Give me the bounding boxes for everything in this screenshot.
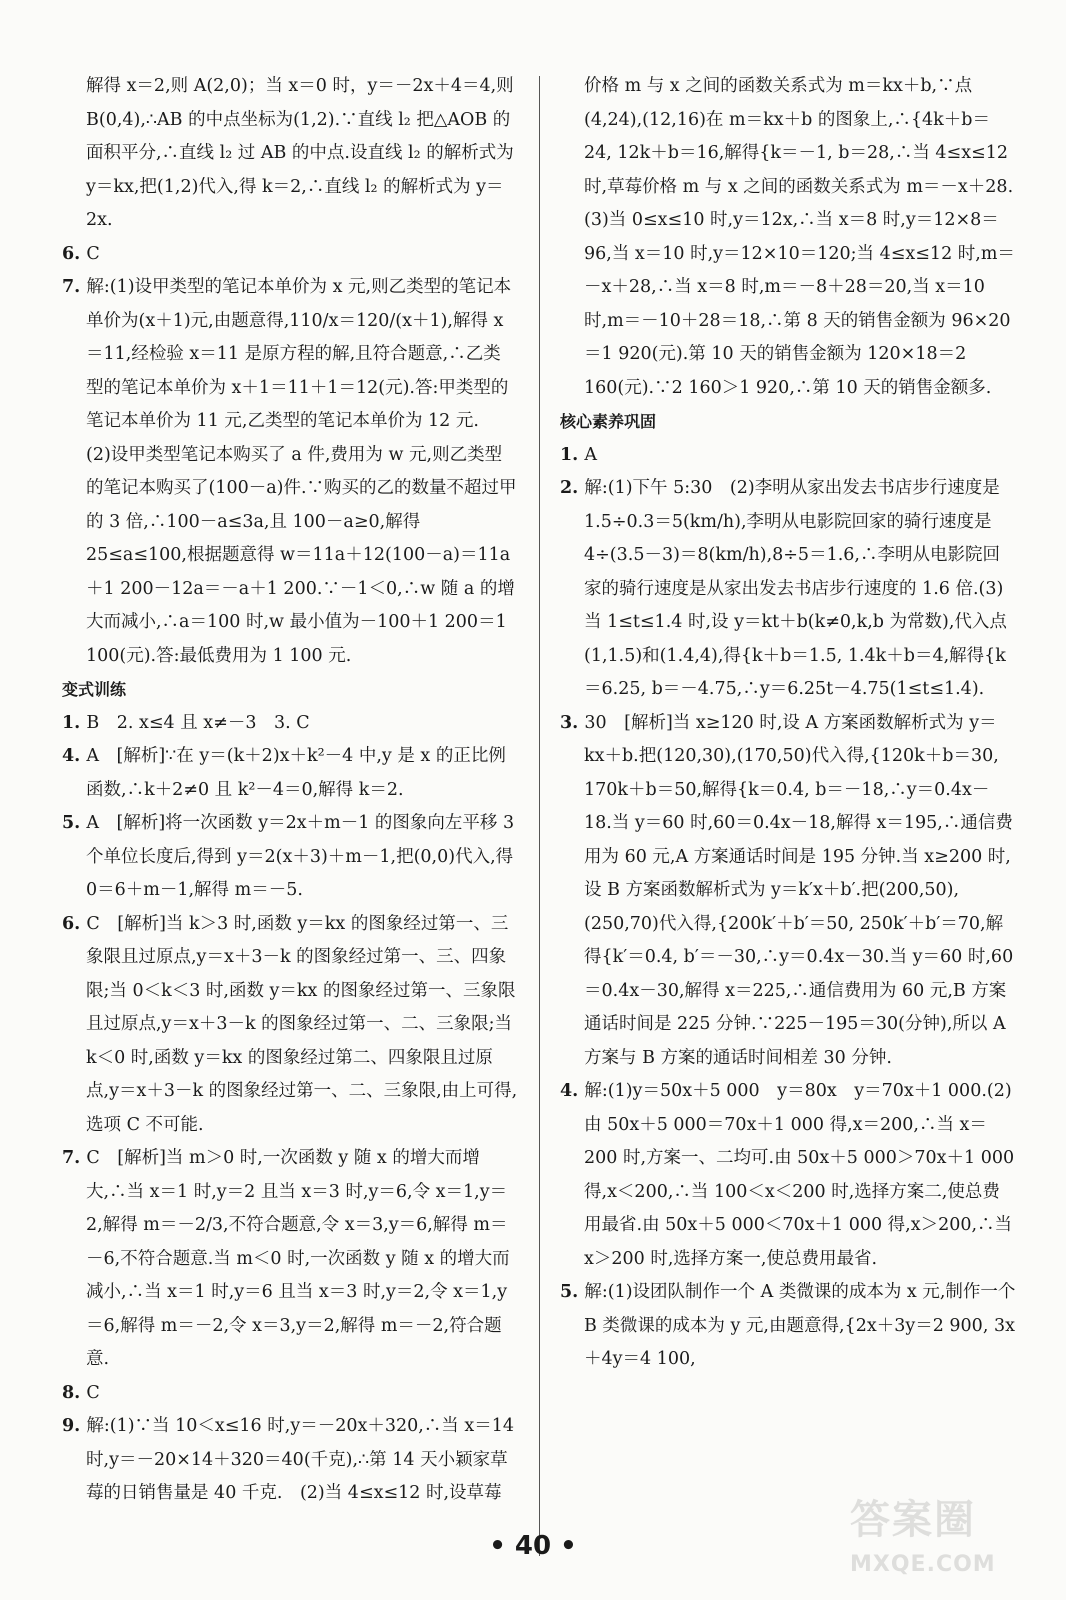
answer-item: [560, 707, 1016, 1076]
answer-text: 解:(1)设团队制作一个 A 类微课的成本为 x 元,制作一个 B 类微课的成本为 y 元,由题意得,{2x＋3y＝2 900, 3x＋4y＝4 100,: [584, 1282, 1016, 1369]
answer-text: C: [86, 1382, 100, 1403]
answer-item: [62, 238, 518, 272]
answer-text: 解:(1)∵当 10＜x≤16 时,y＝－20x＋320,∴当 x＝14 时,y＝－20×14＋320＝40(千克),∴第 14 天小颖家草莓的日销售量是 40 千克. (2)当 4≤x≤12 时,设草莓: [86, 1416, 515, 1503]
answer-continuation: 解得 x＝2,则 A(2,0)；当 x＝0 时，y＝－2x＋4＝4,则 B(0,4),∴AB 的中点坐标为(1,2).∵直线 l₂ 把△AOB 的面积平分,∴直线 l₂ 过 AB 的中点.设直线 l₂ 的解析式为 y＝kx,把(1,2)代入,得 k＝2,∴直线 l₂ 的解析式为 y＝2x.: [86, 76, 514, 230]
answer-number: 5.: [560, 1282, 585, 1302]
answer-number: 7.: [62, 277, 87, 297]
right-column: [560, 70, 1016, 1377]
answer-item: [560, 439, 1016, 473]
answer-number: 1.: [62, 712, 87, 733]
section-heading: 变式训练: [62, 680, 127, 699]
answer-item: [62, 807, 518, 908]
answer-item: [62, 1410, 518, 1511]
answer-item: [62, 908, 518, 1143]
column-divider: [539, 76, 540, 1556]
answer-number: 9.: [62, 1416, 87, 1436]
answer-number: 2.: [560, 478, 585, 498]
answer-text: 30 [解析]当 x≥120 时,设 A 方案函数解析式为 y＝kx＋b.把(120,30),(170,50)代入得,{120k＋b＝30, 170k＋b＝50,解得{k＝0.4, b＝－18,∴y＝0.4x－18.当 y＝60 时,60＝0.4x－18,解得 x＝195,∴通信费用为 60 元,A 方案通话时间是 195 分钟.当 x≥200 时,设 B 方案函数解析式为 y＝k′x＋b′.把(200,50),(250,70)代入得,{200k′＋b′＝50, 250k′＋b′＝70,解得{k′＝0.4, b′＝－30,∴y＝0.4x－30.当 y＝60 时,60＝0.4x－30,解得 x＝225,∴通信费用为 60 元,B 方案通话时间是 225 分钟.∵225－195＝30(分钟),所以 A 方案与 B 方案的通话时间相差 30 分钟.: [584, 712, 1014, 1068]
answer-continuation: (3)当 0≤x≤10 时,y＝12x,∴当 x＝8 时,y＝12×8＝96,当 x＝10 时,y＝12×10＝120;当 4≤x≤12 时,m＝－x＋28,∴当 x＝8 时,m＝－8＋28＝20,当 x＝10 时,m＝－10＋28＝18,∴第 8 天的销售金额为 96×20＝1 920(元).第 10 天的销售金额为 120×18＝2 160(元).∵2 160＞1 920,∴第 10 天的销售金额多.: [584, 210, 1015, 398]
answer-text: B 2. x≤4 且 x≠－3 3. C: [86, 712, 310, 733]
answer-text: 解:(1)y＝50x＋5 000 y＝80x y＝70x＋1 000.(2)由 50x＋5 000＝70x＋1 000 得,x＝200,∴当 x＝200 时,方案一、二均可.由 50x＋5 000＞70x＋1 000 得,x＜200,∴当 100＜x＜200 时,选择方案二,使总费用最省.由 50x＋5 000＜70x＋1 000 得,x＞200,∴当 x＞200 时,选择方案一,使总费用最省.: [584, 1081, 1015, 1269]
answer-text: A [解析]∵在 y＝(k＋2)x＋k²－4 中,y 是 x 的正比例函数,∴k＋2≠0 且 k²－4＝0,解得 k＝2.: [86, 746, 506, 800]
section-heading: 核心素养巩固: [560, 412, 657, 431]
watermark-logo: [840, 1497, 1040, 1578]
answer-item: [62, 271, 518, 673]
watermark-logo-text: 答案圈: [850, 1497, 976, 1543]
answer-text: 解:(1)下午 5:30 (2)李明从家出发去书店步行速度是 1.5÷0.3＝5(km/h),李明从电影院回家的骑行速度是 4÷(3.5－3)＝8(km/h),8÷5＝1.6,∴李明从电影院回家的骑行速度是从家出发去书店步行速度的 1.6 倍.(3)当 1≤t≤1.4 时,设 y＝kt＋b(k≠0,k,b 为常数),代入点(1,1.5)和(1.4,4),得{k＋b＝1.5, 1.4k＋b＝4,解得{k＝6.25, b＝－4.75,∴y＝6.25t－4.75(1≤t≤1.4).: [584, 478, 1007, 699]
answer-number: 7.: [62, 1148, 87, 1168]
answer-number: 1.: [560, 444, 585, 465]
answer-number: 4.: [62, 746, 87, 766]
page-number: • 40 •: [489, 1531, 577, 1561]
answer-text: C: [86, 243, 100, 264]
answer-number: 6.: [62, 913, 87, 934]
answer-item: [560, 1075, 1016, 1276]
answer-item: [62, 1142, 518, 1377]
answer-item: [62, 707, 518, 741]
answer-item: [62, 1377, 518, 1411]
answer-number: 5.: [62, 813, 87, 833]
answer-text: C [解析]当 k＞3 时,函数 y＝kx 的图象经过第一、三象限且过原点,y＝x＋3－k 的图象经过第一、三、四象限;当 0＜k＜3 时,函数 y＝kx 的图象经过第一、三象限且过原点,y＝x＋3－k 的图象经过第一、二、三象限;当 k＜0 时,函数 y＝kx 的图象经过第二、四象限且过原点,y＝x＋3－k 的图象经过第一、二、三象限,由上可得,选项 C 不可能.: [86, 913, 518, 1135]
answer-text: A [解析]将一次函数 y＝2x＋m－1 的图象向左平移 3 个单位长度后,得到 y＝2(x＋3)＋m－1,把(0,0)代入,得 0＝6＋m－1,解得 m＝－5.: [86, 813, 515, 900]
answer-number: 6.: [62, 243, 87, 264]
answer-item: [62, 740, 518, 807]
answer-text: 解:(1)设甲类型的笔记本单价为 x 元,则乙类型的笔记本单价为(x＋1)元,由题意得,110/x＝120/(x＋1),解得 x＝11,经检验 x＝11 是原方程的解,且符合题意,∴乙类型的笔记本单价为 x＋1＝11＋1＝12(元).答:甲类型的笔记本单价为 11 元,乙类型的笔记本单价为 12 元. (2)设甲类型笔记本购买了 a 件,费用为 w 元,则乙类型的笔记本购买了(100－a)件.∵购买的乙的数量不超过甲的 3 倍,∴100－a≤3a,且 100－a≥0,解得 25≤a≤100,根据题意得 w＝11a＋12(100－a)＝11a＋1 200－12a＝－a＋1 200.∵－1＜0,∴w 随 a 的增大而减小,∴a＝100 时,w 最小值为－100＋1 200＝1 100(元).答:最低费用为 1 100 元.: [86, 277, 517, 666]
answer-text: A: [584, 444, 598, 465]
answer-number: 4.: [560, 1081, 585, 1101]
watermark-url: MXQE.COM: [850, 1552, 996, 1577]
answer-number: 3.: [560, 712, 585, 733]
answer-number: 8.: [62, 1382, 87, 1403]
answer-continuation: 价格 m 与 x 之间的函数关系式为 m＝kx＋b,∵点(4,24),(12,16)在 m＝kx＋b 的图象上,∴{4k＋b＝24, 12k＋b＝16,解得{k＝－1, b＝28,∴当 4≤x≤12 时,草莓价格 m 与 x 之间的函数关系式为 m＝－x＋28.: [584, 76, 1014, 197]
answer-text: C [解析]当 m＞0 时,一次函数 y 随 x 的增大而增大,∴当 x＝1 时,y＝2 且当 x＝3 时,y＝6,令 x＝1,y＝2,解得 m＝－2/3,不符合题意,令 x＝3,y＝6,解得 m＝－6,不符合题意.当 m＜0 时,一次函数 y 随 x 的增大而减小,∴当 x＝1 时,y＝6 且当 x＝3 时,y＝2,令 x＝1,y＝6,解得 m＝－2,令 x＝3,y＝2,解得 m＝－2,符合题意.: [86, 1148, 510, 1369]
left-column: [62, 70, 518, 1511]
answer-item: [560, 472, 1016, 707]
answer-item: [560, 1276, 1016, 1377]
